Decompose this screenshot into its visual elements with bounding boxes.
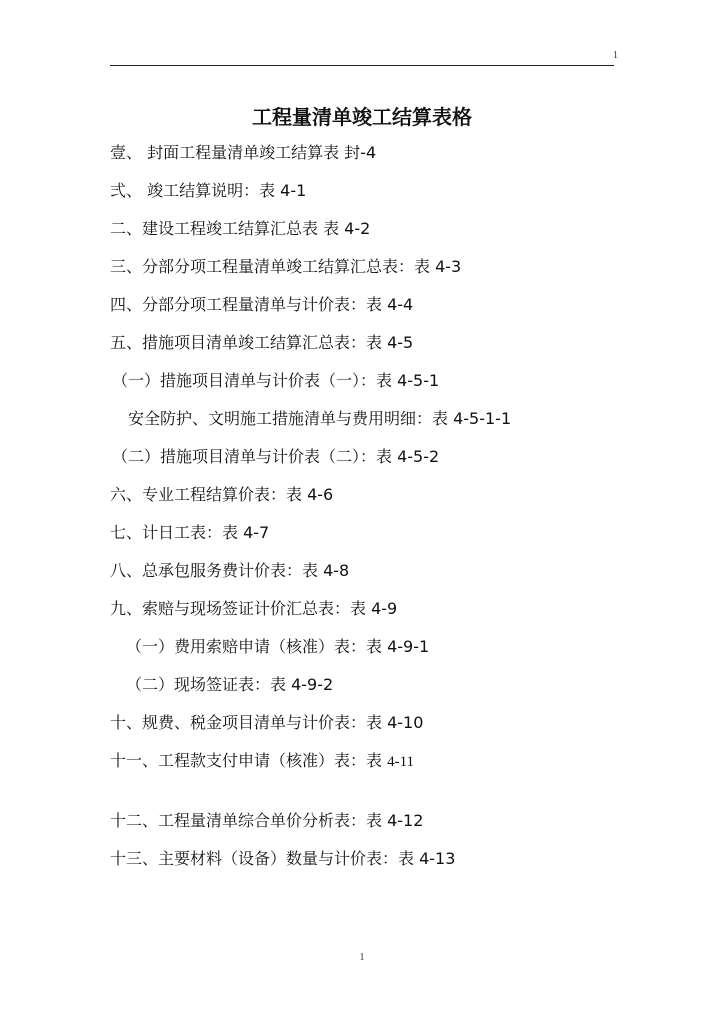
- toc-entry: （一）费用索赔申请（核准）表：表 4-9-1: [126, 637, 430, 656]
- toc-entry: 弍、 竣工结算说明：表 4-1: [110, 181, 307, 200]
- header-page-number: 1: [613, 50, 618, 61]
- footer-page-number: 1: [359, 952, 365, 963]
- toc-entry: 十三、主要材料（设备）数量与计价表：表 4-13: [110, 849, 456, 868]
- toc-entry: 十二、工程量清单综合单价分析表：表 4-12: [110, 811, 424, 830]
- toc-entry: 十、规费、税金项目清单与计价表：表 4-10: [110, 713, 424, 732]
- toc-entry: 七、计日工表：表 4-7: [110, 523, 270, 542]
- toc-entry: （一）措施项目清单与计价表（一）：表 4-5-1: [112, 371, 440, 390]
- toc-entry: 九、索赔与现场签证计价汇总表：表 4-9: [110, 599, 398, 618]
- document-title: 工程量清单竣工结算表格: [252, 105, 472, 129]
- toc-entry: 六、专业工程结算价表：表 4-6: [110, 485, 334, 504]
- toc-entry: 五、措施项目清单竣工结算汇总表：表 4-5: [110, 333, 414, 352]
- toc-entry-text: 十一、工程款支付申请（核准）表：表: [110, 751, 388, 770]
- toc-entry: 八、总承包服务费计价表：表 4-8: [110, 561, 350, 580]
- toc-entry: 二、建设工程竣工结算汇总表 表 4-2: [110, 219, 371, 238]
- toc-entry-number: 4-11: [387, 754, 415, 770]
- toc-entry: 壹、 封面工程量清单竣工结算表 封-4: [110, 143, 377, 162]
- toc-entry: 三、分部分项工程量清单竣工结算汇总表：表 4-3: [110, 257, 462, 276]
- toc-entry: [110, 751, 414, 772]
- toc-entry: （二）现场签证表：表 4-9-2: [126, 675, 334, 694]
- toc-entry: 安全防护、文明施工措施清单与费用明细：表 4-5-1-1: [128, 409, 512, 428]
- toc-entry: 四、分部分项工程量清单与计价表：表 4-4: [110, 295, 414, 314]
- toc-entry: （二）措施项目清单与计价表（二）：表 4-5-2: [112, 447, 440, 466]
